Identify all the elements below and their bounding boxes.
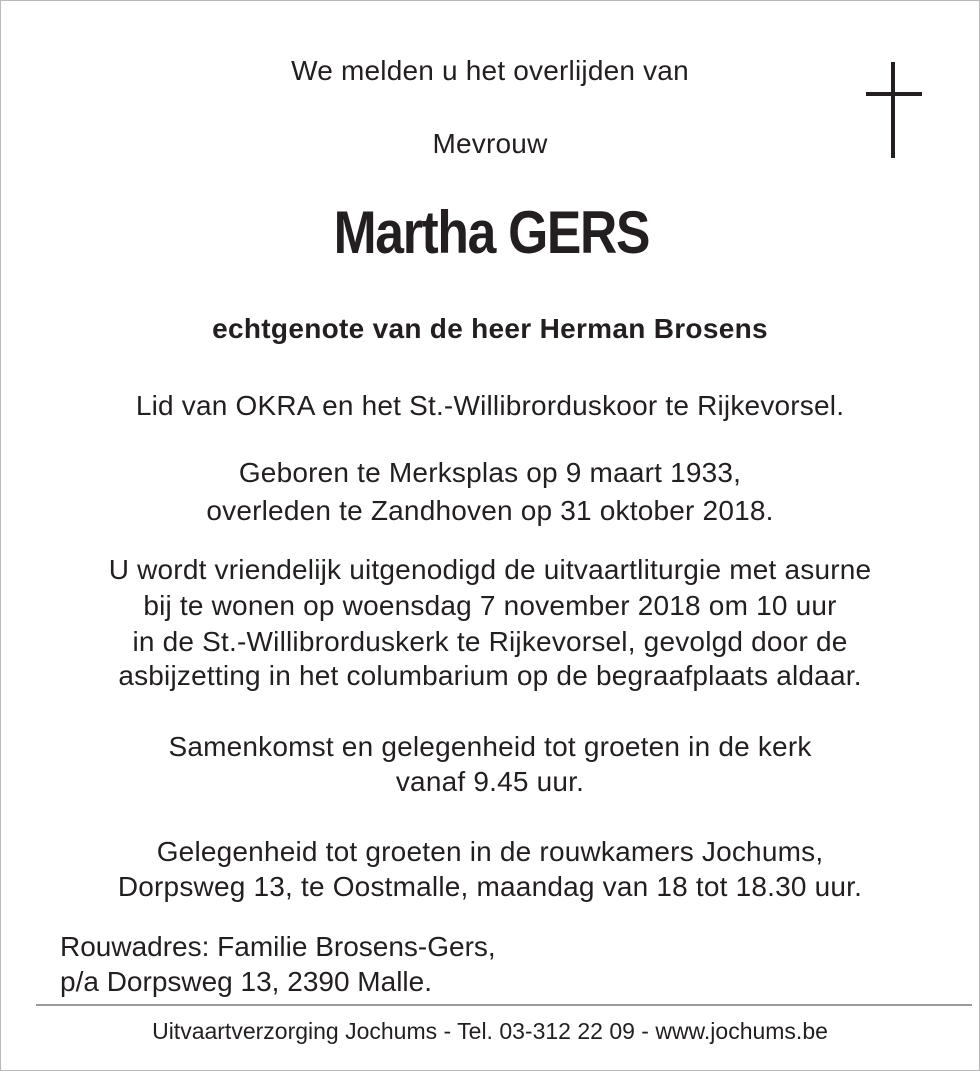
- spouse-line: echtgenote van de heer Herman Brosens: [212, 313, 768, 344]
- gathering-line: vanaf 9.45 uur.: [395, 766, 585, 797]
- birth-line: Geboren te Merksplas op 9 maart 1933,: [238, 457, 742, 488]
- death-line: overleden te Zandhoven op 31 oktober 2018.: [206, 495, 774, 526]
- address-line: Rouwadres: Familie Brosens-Gers,: [60, 931, 496, 962]
- ceremony-line: asbijzetting in het columbarium op de begraafplaats aldaar.: [118, 660, 862, 691]
- ceremony-line: bij te wonen op woensdag 7 november 2018 om 10 uur: [143, 590, 837, 621]
- undertaker-footer: Uitvaartverzorging Jochums - Tel. 03-312 22 09 - www.jochums.be: [152, 1018, 828, 1044]
- ceremony-line: U wordt vriendelijk uitgenodigd de uitvaartliturgie met asurne: [108, 554, 872, 585]
- visitation-line: Dorpsweg 13, te Oostmalle, maandag van 18 tot 18.30 uur.: [117, 871, 863, 902]
- ceremony-line: in de St.-Willibrorduskerk te Rijkevorsel, gevolgd door de: [132, 626, 848, 657]
- gathering-line: Samenkomst en gelegenheid tot groeten in de kerk: [168, 731, 812, 762]
- visitation-line: Gelegenheid tot groeten in de rouwkamers Jochums,: [156, 836, 824, 867]
- address-line: p/a Dorpsweg 13, 2390 Malle.: [60, 966, 432, 997]
- membership-line: Lid van OKRA en het St.-Willibrorduskoor te Rijkevorsel.: [135, 390, 845, 421]
- intro-text: We melden u het overlijden van: [291, 55, 689, 86]
- deceased-name: Martha GERS: [333, 199, 650, 266]
- footer-divider: [36, 1004, 972, 1006]
- honorific: Mevrouw: [432, 128, 548, 159]
